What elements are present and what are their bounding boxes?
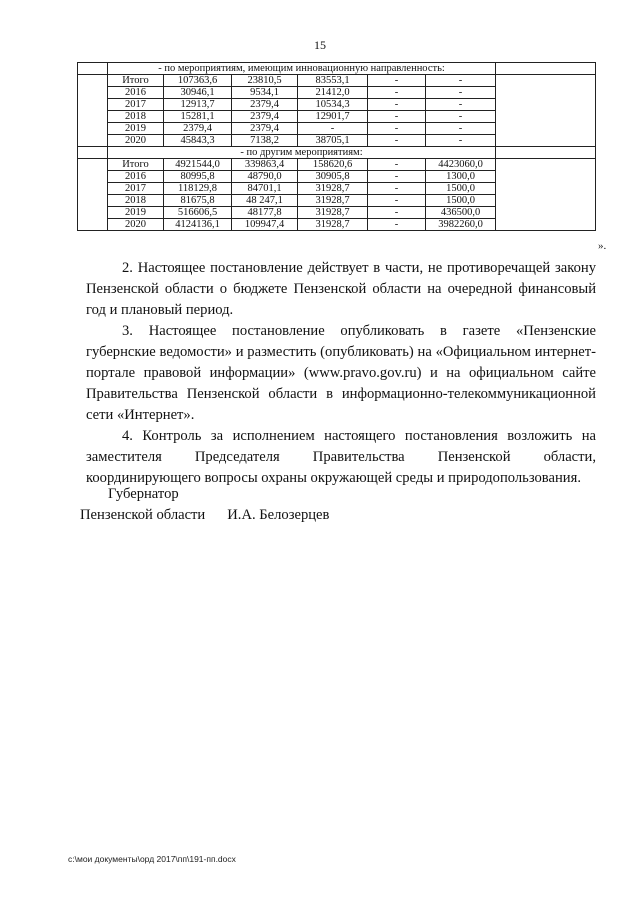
table-cell: Итого: [108, 159, 164, 171]
table-cell: 81675,8: [164, 195, 232, 207]
table-cell: 3982260,0: [426, 219, 496, 231]
table-cell: 4124136,1: [164, 219, 232, 231]
table-cell: -: [368, 171, 426, 183]
signature-title-line2: Пензенской области: [80, 507, 206, 523]
table-cell: 45843,3: [164, 135, 232, 147]
table-row: [78, 159, 596, 171]
table-cell: 9534,1: [232, 87, 298, 99]
table-cell: -: [368, 195, 426, 207]
blank-cell: [78, 159, 108, 231]
table-cell: 2016: [108, 87, 164, 99]
table-cell: 21412,0: [298, 87, 368, 99]
table-cell: 158620,6: [298, 159, 368, 171]
table-cell: 2017: [108, 183, 164, 195]
table-cell: 2019: [108, 123, 164, 135]
table-cell: -: [368, 111, 426, 123]
table-cell: 30905,8: [298, 171, 368, 183]
table-cell: -: [368, 207, 426, 219]
table-cell: 80995,8: [164, 171, 232, 183]
table-cell: -: [368, 87, 426, 99]
blank-cell: [78, 75, 108, 147]
table-cell: -: [368, 183, 426, 195]
table-cell: 4423060,0: [426, 159, 496, 171]
signatory-name: И.А. Белозерцев: [227, 507, 330, 523]
table-cell: -: [426, 75, 496, 87]
blank-cell: [496, 159, 596, 231]
table-cell: -: [426, 111, 496, 123]
table-cell: 31928,7: [298, 195, 368, 207]
table-cell: 1500,0: [426, 195, 496, 207]
file-path: c:\мои документы\орд 2017\пп\191-пп.docx: [68, 854, 236, 864]
table-cell: 2018: [108, 111, 164, 123]
table-cell: 2379,4: [164, 123, 232, 135]
table-row: [78, 75, 596, 87]
table-cell: -: [368, 123, 426, 135]
table-cell: 2016: [108, 171, 164, 183]
table-cell: 2379,4: [232, 99, 298, 111]
table-cell: 1500,0: [426, 183, 496, 195]
section-title-row: [78, 63, 596, 75]
table-cell: 48790,0: [232, 171, 298, 183]
page-number: 15: [314, 38, 326, 52]
blank-cell: [78, 147, 108, 159]
paragraph-3: 3. Настоящее постановление опубликовать в газете «Пензенские губернские ведомости» и разместить (опубликовать) на «Официальном интернет-портале правовой информации» (www.pravo.gov.ru) и на официальном сайте Правительства Пензенской области в информационно-телекоммуникационной сети «Интернет».: [86, 323, 596, 423]
table-cell: -: [368, 75, 426, 87]
table-cell: 2020: [108, 135, 164, 147]
body-text: [86, 258, 596, 489]
section-title: - по другим мероприятиям:: [108, 147, 496, 159]
table-cell: 31928,7: [298, 207, 368, 219]
closing-quote: ».: [598, 240, 607, 252]
paragraph-4: 4. Контроль за исполнением настоящего постановления возложить на заместителя Председателя Правительства Пензенской области, координирующего вопросы охраны окружающей среды и природопользования.: [86, 428, 596, 486]
table-cell: 516606,5: [164, 207, 232, 219]
table-cell: 2379,4: [232, 123, 298, 135]
blank-cell: [78, 63, 108, 75]
table-cell: 2379,4: [232, 111, 298, 123]
table-cell: -: [426, 135, 496, 147]
blank-cell: [496, 63, 596, 75]
table-cell: -: [368, 135, 426, 147]
table-cell: 83553,1: [298, 75, 368, 87]
signature-block: [80, 484, 329, 526]
table-cell: 109947,4: [232, 219, 298, 231]
table-cell: -: [368, 219, 426, 231]
table-cell: Итого: [108, 75, 164, 87]
table-cell: -: [298, 123, 368, 135]
table-cell: 7138,2: [232, 135, 298, 147]
table-cell: 12913,7: [164, 99, 232, 111]
table-cell: 31928,7: [298, 183, 368, 195]
table-cell: 339863,4: [232, 159, 298, 171]
section-title-row: [78, 147, 596, 159]
table-cell: 30946,1: [164, 87, 232, 99]
blank-cell: [496, 147, 596, 159]
table-cell: 118129,8: [164, 183, 232, 195]
table-cell: 4921544,0: [164, 159, 232, 171]
table-cell: 38705,1: [298, 135, 368, 147]
table-cell: 84701,1: [232, 183, 298, 195]
table-cell: 15281,1: [164, 111, 232, 123]
table-cell: 2018: [108, 195, 164, 207]
table-cell: -: [368, 159, 426, 171]
table-cell: 10534,3: [298, 99, 368, 111]
table-cell: 2019: [108, 207, 164, 219]
section-title: - по мероприятиям, имеющим инновационную направленность:: [108, 63, 496, 75]
table-cell: -: [368, 99, 426, 111]
table-cell: 31928,7: [298, 219, 368, 231]
table-cell: 48 247,1: [232, 195, 298, 207]
table-cell: 48177,8: [232, 207, 298, 219]
table-cell: -: [426, 87, 496, 99]
signature-title-line1: Губернатор: [108, 486, 179, 502]
table-cell: -: [426, 123, 496, 135]
table-cell: 2017: [108, 99, 164, 111]
blank-cell: [496, 75, 596, 147]
table-cell: 107363,6: [164, 75, 232, 87]
table-cell: 1300,0: [426, 171, 496, 183]
table-cell: 436500,0: [426, 207, 496, 219]
paragraph-2: 2. Настоящее постановление действует в части, не противоречащей закону Пензенской области о бюджете Пензенской области на очередной финансовый год и плановый период.: [86, 260, 596, 318]
table-cell: -: [426, 99, 496, 111]
budget-table: [77, 62, 596, 231]
table-cell: 23810,5: [232, 75, 298, 87]
table-cell: 12901,7: [298, 111, 368, 123]
table-cell: 2020: [108, 219, 164, 231]
